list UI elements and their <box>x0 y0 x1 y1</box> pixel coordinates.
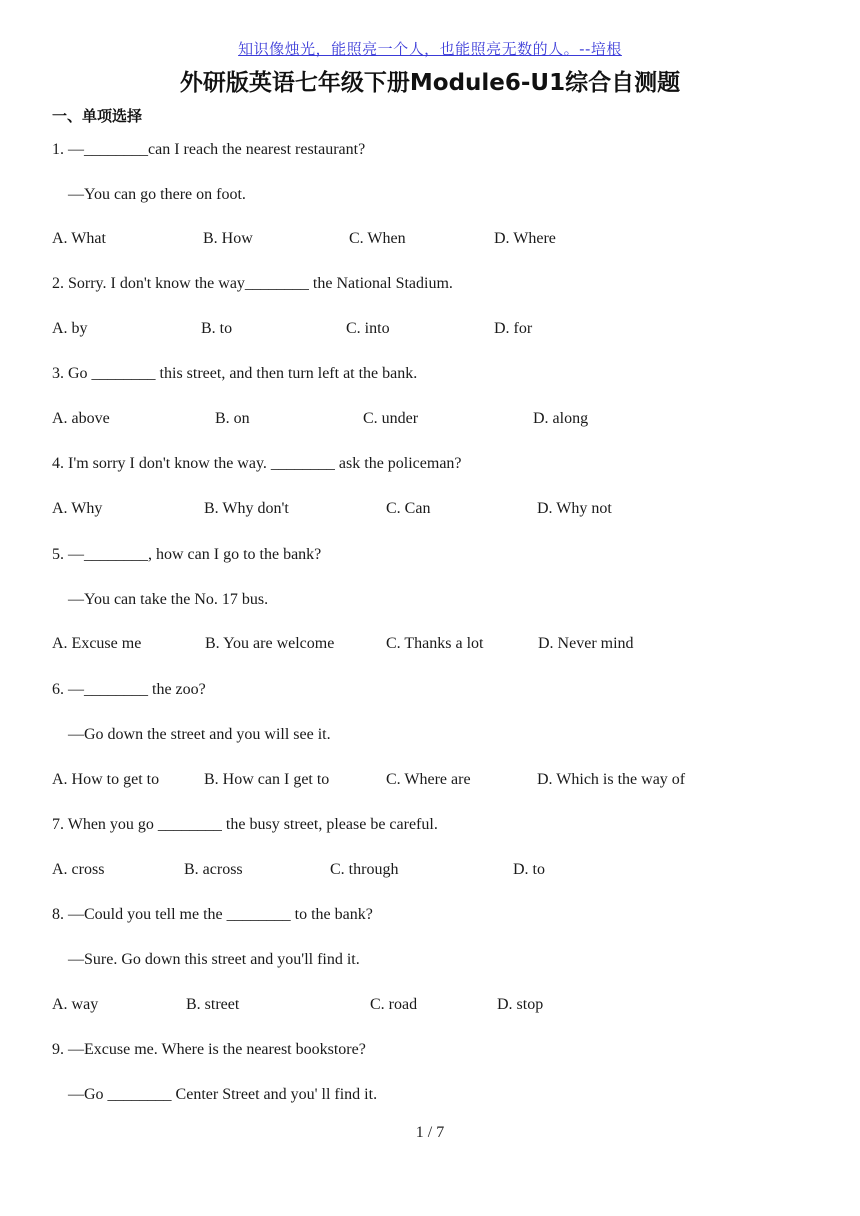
question-5-option-b: B. You are welcome <box>205 635 335 652</box>
question-7-option-a: A. cross <box>52 861 105 878</box>
question-4-stem: 4. I'm sorry I don't know the way. ________ ask the policeman? <box>52 455 462 472</box>
question-7-option-b: B. across <box>184 861 243 878</box>
question-3-option-c: C. under <box>363 410 419 427</box>
question-1-option-a: A. What <box>52 230 106 247</box>
question-5-stem: 5. —________, how can I go to the bank? <box>52 546 322 563</box>
document-title: 外研版英语七年级下册Module6-U1综合自测题 <box>179 70 681 96</box>
question-6-option-b: B. How can I get to <box>204 771 330 788</box>
question-8-reply: —Sure. Go down this street and you'll find it. <box>68 951 360 968</box>
question-7-stem: 7. When you go ________ the busy street, please be careful. <box>52 816 438 833</box>
question-8-option-c: C. road <box>370 996 418 1013</box>
question-6-option-c: C. Where are <box>386 771 471 788</box>
page-number: 1 / 7 <box>415 1124 445 1141</box>
question-8-option-d: D. stop <box>497 996 544 1013</box>
question-4-option-b: B. Why don't <box>204 500 289 517</box>
question-1-reply: —You can go there on foot. <box>68 186 246 203</box>
question-2-option-b: B. to <box>201 320 233 337</box>
question-5-option-d: D. Never mind <box>538 635 634 652</box>
question-1-stem: 1. —________can I reach the nearest restaurant? <box>52 141 366 158</box>
question-8-option-b: B. street <box>186 996 240 1013</box>
question-3-stem: 3. Go ________ this street, and then turn left at the bank. <box>52 365 418 382</box>
question-7-option-c: C. through <box>330 861 399 878</box>
question-1-option-c: C. When <box>349 230 406 247</box>
question-4-option-d: D. Why not <box>537 500 612 517</box>
question-2-option-c: C. into <box>346 320 390 337</box>
question-5-option-a: A. Excuse me <box>52 635 142 652</box>
question-8-option-a: A. way <box>52 996 99 1013</box>
question-1-option-d: D. Where <box>494 230 556 247</box>
question-1-option-b: B. How <box>203 230 253 247</box>
question-3-option-a: A. above <box>52 410 110 427</box>
question-8-stem: 8. —Could you tell me the ________ to the bank? <box>52 906 373 923</box>
question-3-option-b: B. on <box>215 410 250 427</box>
question-4-option-a: A. Why <box>52 500 103 517</box>
question-4-option-c: C. Can <box>386 500 431 517</box>
question-6-option-a: A. How to get to <box>52 771 160 788</box>
header-quote: 知识像烛光，能照亮一个人，也能照亮无数的人。--培根 <box>238 40 622 58</box>
question-2-stem: 2. Sorry. I don't know the way________ the National Stadium. <box>52 275 453 292</box>
question-7-option-d: D. to <box>513 861 545 878</box>
question-2-option-d: D. for <box>494 320 533 337</box>
question-6-reply: —Go down the street and you will see it. <box>68 726 331 743</box>
question-5-option-c: C. Thanks a lot <box>386 635 484 652</box>
question-9-reply: —Go ________ Center Street and you' ll find it. <box>68 1086 378 1103</box>
question-9-stem: 9. —Excuse me. Where is the nearest bookstore? <box>52 1041 366 1058</box>
question-3-option-d: D. along <box>533 410 589 427</box>
question-5-reply: —You can take the No. 17 bus. <box>68 591 269 608</box>
question-6-stem: 6. —________ the zoo? <box>52 681 206 698</box>
section-heading: 一、单项选择 <box>52 107 143 125</box>
question-2-option-a: A. by <box>52 320 88 337</box>
question-6-option-d: D. Which is the way of <box>537 771 686 788</box>
